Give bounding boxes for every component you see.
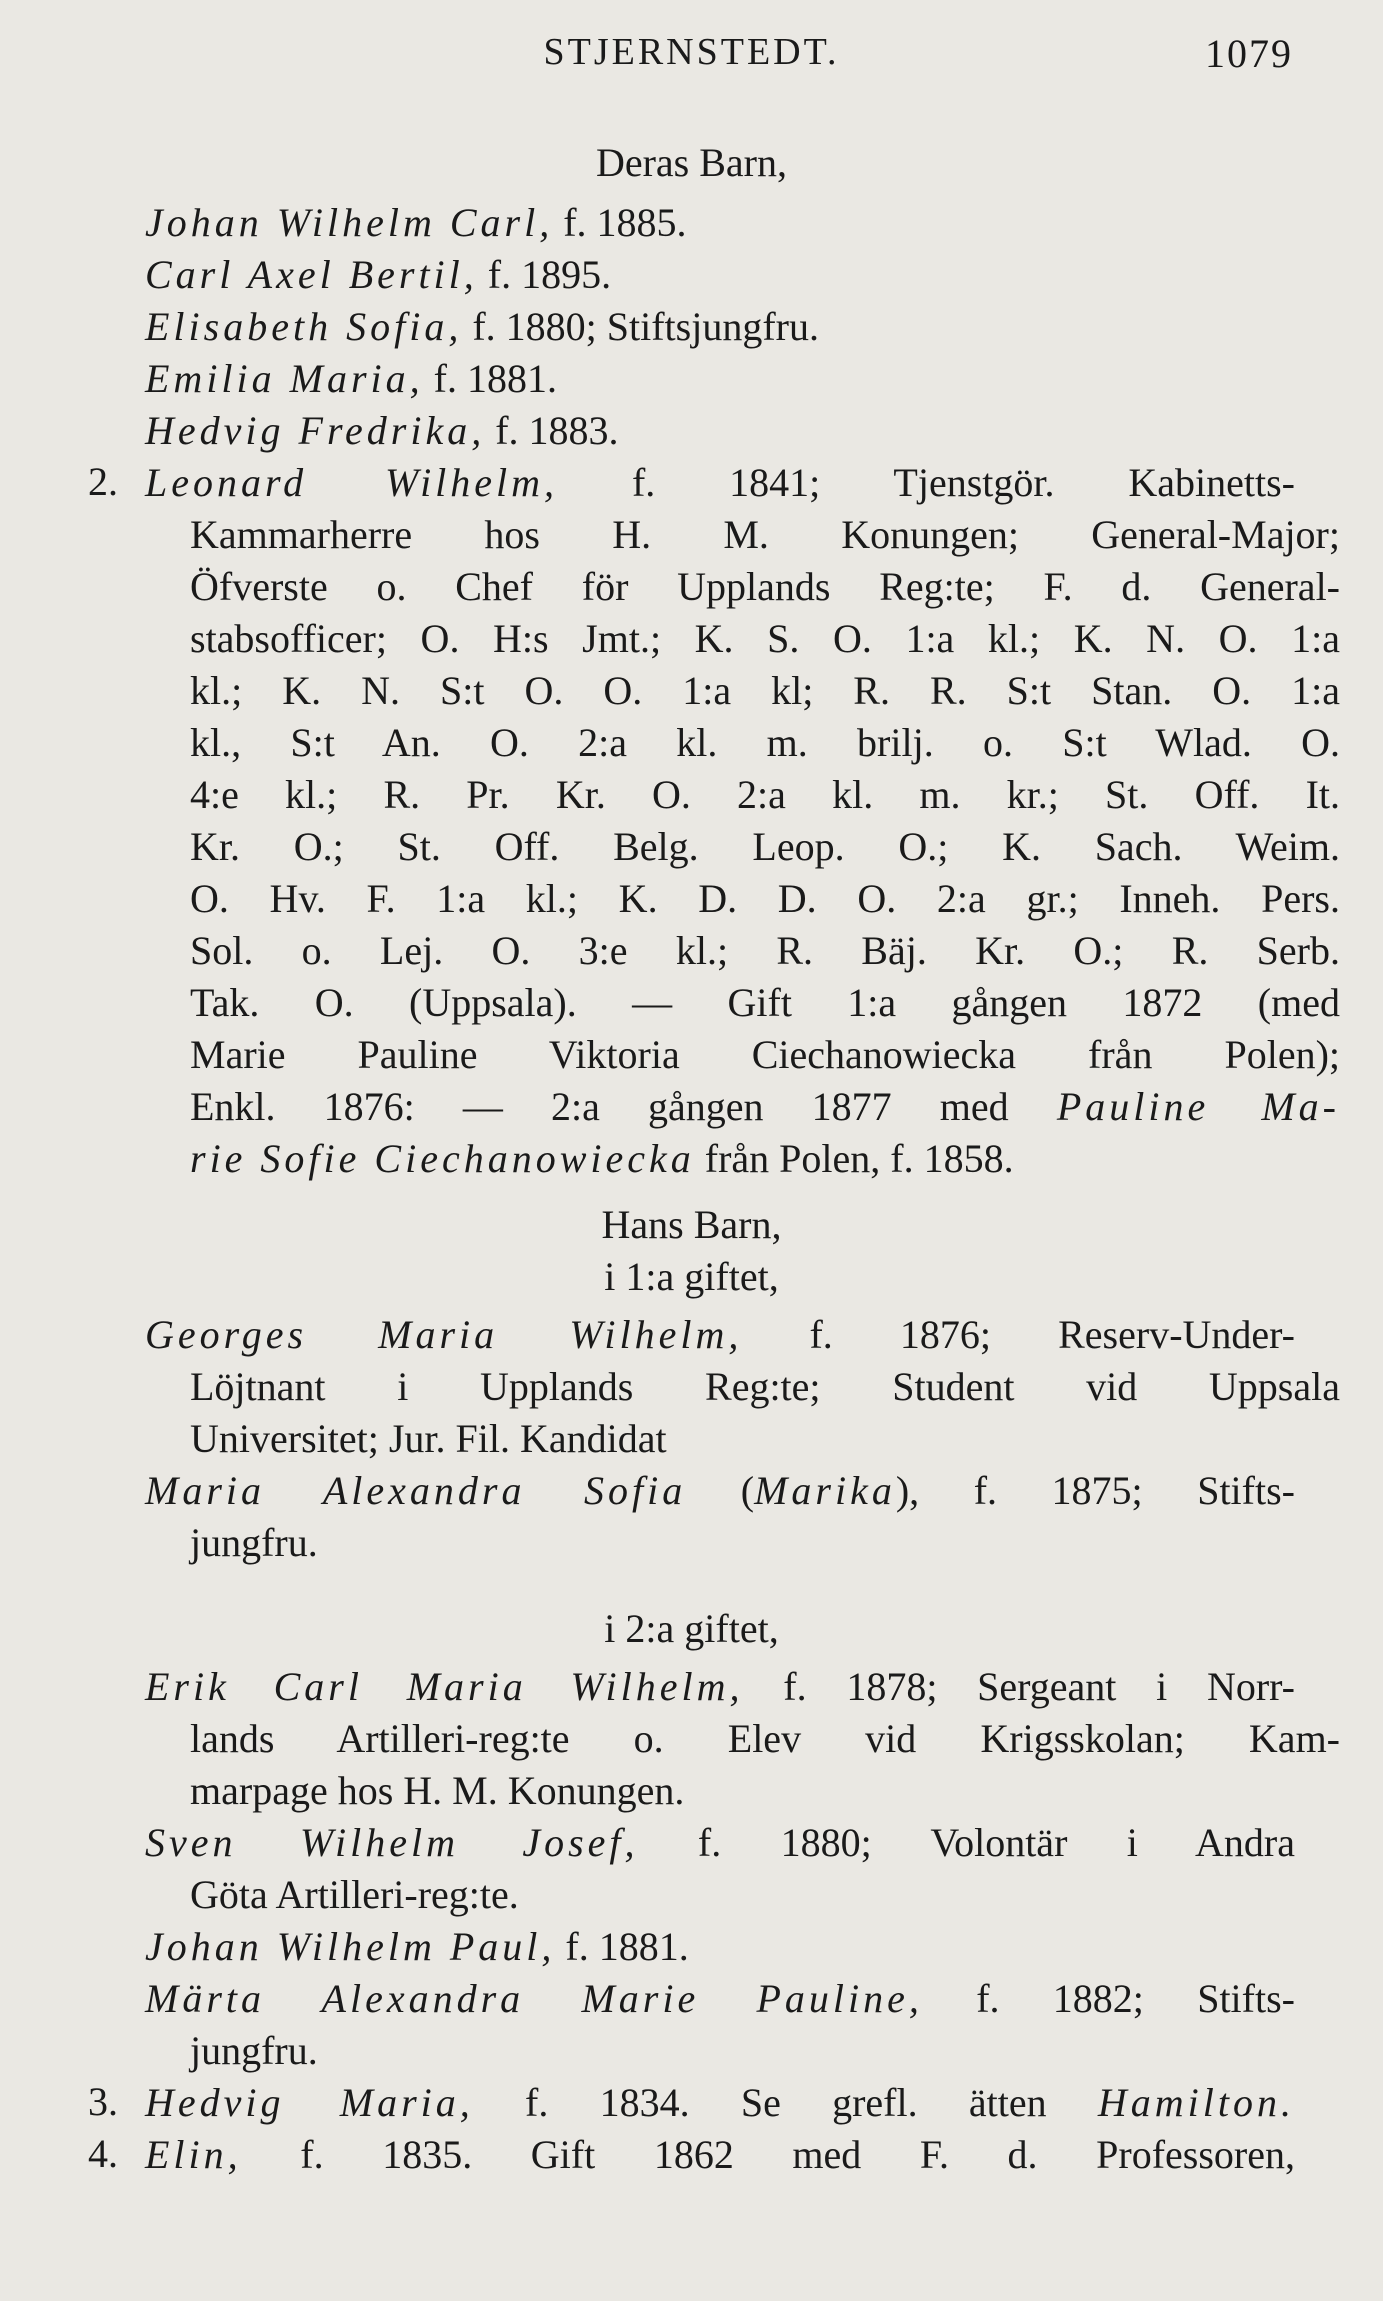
text-span: f. 1878; Sergeant i Norr- [743,1664,1296,1709]
entry-number: 2. [88,459,118,504]
italic-name: Märta Alexandra Marie Pauline, [145,1976,923,2021]
text-line: Göta Artilleri-reg:te. [190,1872,519,1917]
italic-name: Carl Axel Bertil, [145,252,478,297]
italic-name: Emilia Maria, [145,356,424,401]
text-line: Hans Barn, [601,1202,782,1247]
text-line: stabsofficer; O. H:s Jmt.; K. S. O. 1:a kl.; K. N. O. 1:a [190,616,1340,661]
text-line: i 1:a giftet, [604,1254,779,1299]
italic-name: Johan Wilhelm Carl, [145,200,554,245]
italic-name: Leonard Wilhelm, [145,460,559,505]
text-span: f. 1885. [553,200,687,245]
text-line [145,302,1295,352]
italic-name: Georges Maria Wilhelm, [145,1312,743,1357]
italic-name: Johan Wilhelm Paul, [145,1924,556,1969]
italic-name: Erik Carl Maria Wilhelm, [145,1664,744,1709]
text-line: Tak. O. (Uppsala). — Gift 1:a gången 1872 (med [190,980,1340,1025]
text-line: jungfru. [190,1520,318,1565]
italic-name: Sven Wilhelm Josef, [145,1820,639,1865]
text-line [145,1466,1295,1516]
text-line [145,1922,1295,1972]
text-span: f. 1835. Gift 1862 med F. d. Professoren, [241,2132,1295,2177]
text-line [145,198,1295,248]
text-span: f. 1834. Se grefl. ätten [473,2080,1098,2125]
text-line: marpage hos H. M. Konungen. [190,1768,685,1813]
text-line: jungfru. [190,2028,318,2073]
text-span: Enkl. 1876: — 2:a gången 1877 med [190,1084,1057,1129]
text-line: Universitet; Jur. Fil. Kandidat [190,1416,667,1461]
text-line [145,406,1295,456]
text-span: f. 1880; Stiftsjungfru. [462,304,819,349]
italic-name: Elin, [145,2132,242,2177]
text-line: Kammarherre hos H. M. Konungen; General-Major; [190,512,1340,557]
text-line [190,1134,1340,1184]
text-line: lands Artilleri-reg:te o. Elev vid Krigsskolan; Kam- [190,1716,1340,1761]
text-line: kl., S:t An. O. 2:a kl. m. brilj. o. S:t Wlad. O. [190,720,1340,765]
running-header: STJERNSTEDT. [543,31,840,73]
italic-name: rie Sofie Ciechanowiecka [190,1136,695,1181]
text-line: Kr. O.; St. Off. Belg. Leop. O.; K. Sach. Weim. [190,824,1340,869]
text-span: ), f. 1875; Stifts- [895,1468,1295,1513]
text-span: f. 1881. [423,356,557,401]
text-line: O. Hv. F. 1:a kl.; K. D. D. O. 2:a gr.; Inneh. Pers. [190,876,1340,921]
page-number: 1079 [1205,31,1293,76]
italic-name: Pauline Ma- [1056,1084,1340,1129]
italic-name: Elisabeth Sofia, [145,304,463,349]
text-line: kl.; K. N. S:t O. O. 1:a kl; R. R. S:t Stan. O. 1:a [190,668,1340,713]
italic-name: Maria Alexandra Sofia [145,1468,687,1513]
text-line: Löjtnant i Upplands Reg:te; Student vid Uppsala [190,1364,1340,1409]
text-span: f. 1841; Tjenstgör. Kabinetts- [558,460,1295,505]
text-line [145,1818,1295,1868]
text-line: Marie Pauline Viktoria Ciechanowiecka från Polen); [190,1032,1340,1077]
text-line [145,458,1295,508]
text-line [145,1662,1295,1712]
text-span: från Polen, f. 1858. [694,1136,1014,1181]
entry-number: 4. [88,2131,118,2176]
text-line: 4:e kl.; R. Pr. Kr. O. 2:a kl. m. kr.; St. Off. It. [190,772,1340,817]
text-span: ( [686,1468,755,1513]
text-span: f. 1895. [477,252,612,297]
text-line [145,250,1295,300]
italic-name: Hamilton. [1097,2080,1295,2125]
text-line: Deras Barn, [595,140,788,185]
italic-name: Hedvig Fredrika, [145,408,486,453]
entry-number: 3. [88,2079,118,2124]
text-line [145,2130,1295,2180]
text-span: f. 1883. [485,408,619,453]
text-line: Öfverste o. Chef för Upplands Reg:te; F. d. General- [190,564,1340,609]
text-line [145,1310,1295,1360]
text-line: Sol. o. Lej. O. 3:e kl.; R. Bäj. Kr. O.; R. Serb. [190,928,1340,973]
text-span: f. 1880; Volontär i Andra [638,1820,1295,1865]
text-line [190,1082,1340,1132]
italic-name: Marika [754,1468,896,1513]
text-span: f. 1876; Reserv-Under- [742,1312,1295,1357]
text-line [145,2078,1295,2128]
text-line [145,354,1295,404]
text-line: i 2:a giftet, [604,1606,779,1651]
text-span: f. 1881. [555,1924,689,1969]
italic-name: Hedvig Maria, [145,2080,474,2125]
text-span: f. 1882; Stifts- [922,1976,1295,2021]
text-line [145,1974,1295,2024]
